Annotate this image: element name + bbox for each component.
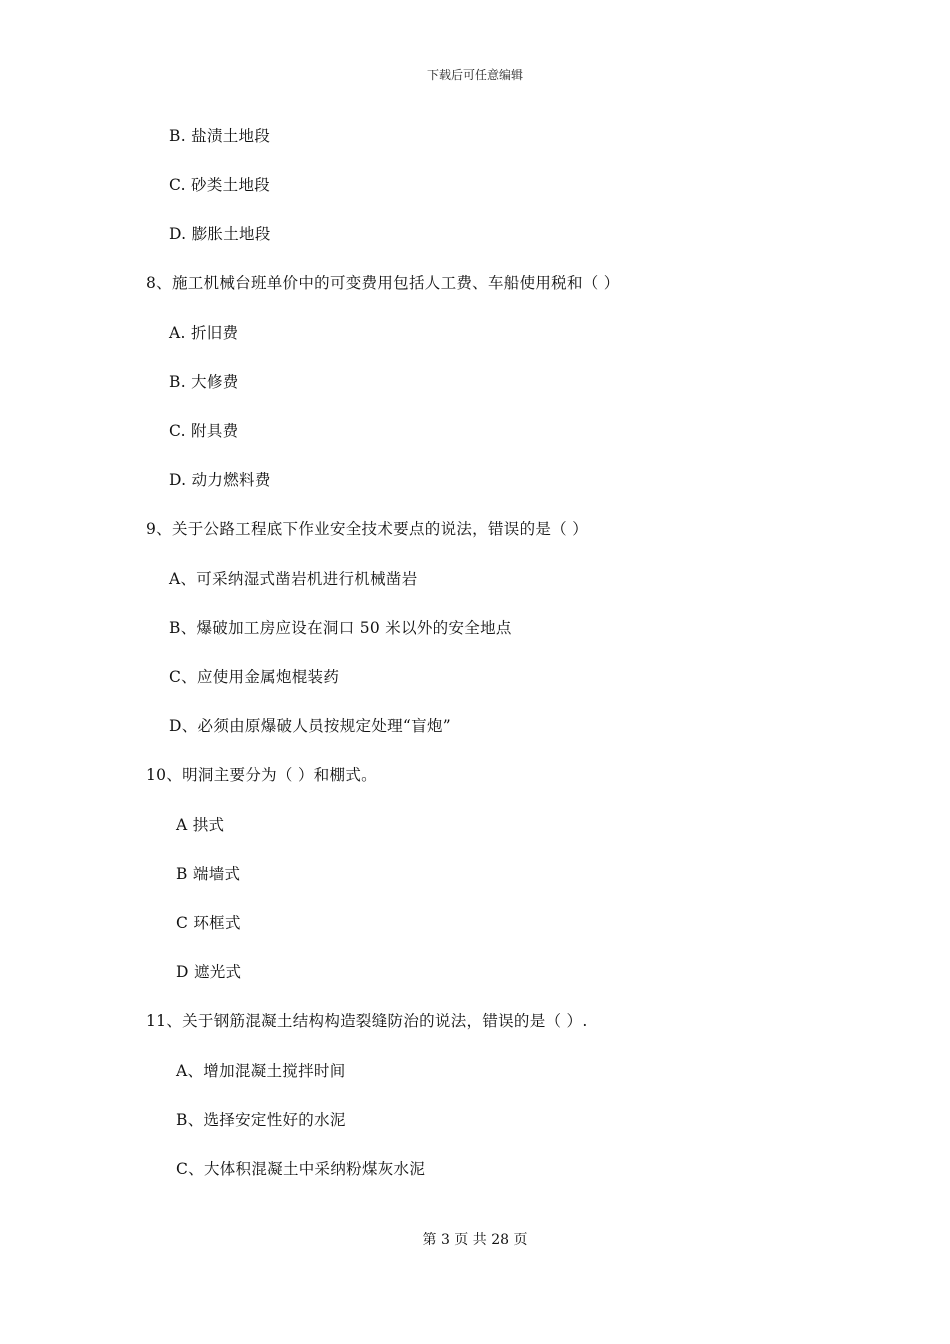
option-b-saline-soil: B. 盐渍土地段 <box>169 127 271 145</box>
question-11: 11、关于钢筋混凝土结构构造裂缝防治的说法，错误的是（ ）. <box>146 1012 588 1030</box>
question-8: 8、施工机械台班单价中的可变费用包括人工费、车船使用税和（ ） <box>146 274 620 292</box>
question-9: 9、关于公路工程底下作业安全技术要点的说法，错误的是（ ） <box>146 520 588 538</box>
option-d-expansive-soil: D. 膨胀土地段 <box>169 225 271 243</box>
question-10: 10、明洞主要分为（ ）和棚式。 <box>146 766 377 784</box>
option-c-sandy-soil: C. 砂类土地段 <box>169 176 271 194</box>
option-c-ring-frame: C 环框式 <box>176 914 241 932</box>
option-c-fly-ash-cement: C、大体积混凝土中采纳粉煤灰水泥 <box>176 1160 426 1178</box>
option-a-arch: A 拱式 <box>176 816 225 834</box>
option-a-wet-drilling: A、可采纳湿式凿岩机进行机械凿岩 <box>169 570 418 588</box>
page-header: 下载后可任意编辑 <box>426 68 523 82</box>
option-d-light-shield: D 遮光式 <box>176 963 242 981</box>
option-c-accessory-cost: C. 附具费 <box>169 422 239 440</box>
option-d-power-fuel: D. 动力燃料费 <box>169 471 271 489</box>
option-b-overhaul: B. 大修费 <box>169 373 239 391</box>
page-footer: 第 3 页 共 28 页 <box>422 1232 528 1248</box>
option-d-misfire: D、必须由原爆破人员按规定处理“盲炮” <box>169 717 451 735</box>
option-c-metal-rod: C、应使用金属炮棍装药 <box>169 668 340 686</box>
option-b-end-wall: B 端墙式 <box>176 865 241 883</box>
option-b-cement-stability: B、选择安定性好的水泥 <box>176 1111 346 1129</box>
option-a-depreciation: A. 折旧费 <box>169 324 239 342</box>
option-a-mixing-time: A、增加混凝土搅拌时间 <box>176 1062 346 1080</box>
option-b-blasting-room: B、爆破加工房应设在洞口 50 米以外的安全地点 <box>169 619 512 637</box>
